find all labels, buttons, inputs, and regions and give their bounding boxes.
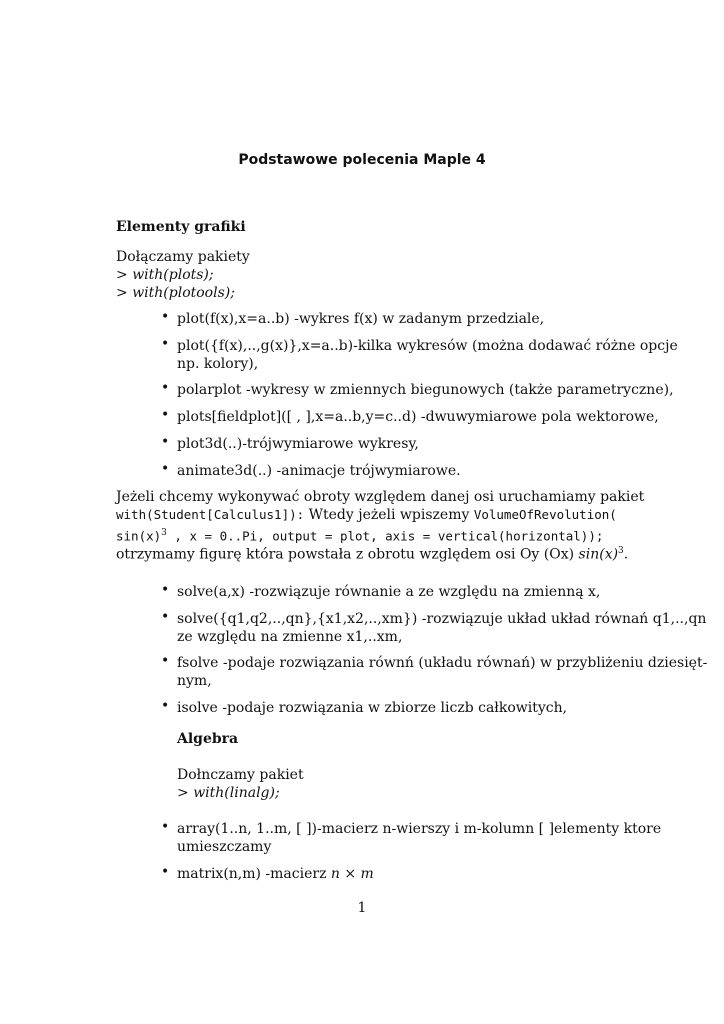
bullet-icon: • [161, 698, 170, 714]
list-item: polarplot -wykresy w zmiennych biegunowych (także parametryczne), [177, 382, 674, 398]
list-item: plots[fieldplot]([ , ],x=a..b,y=c..d) -dwuwymiarowe pola wektorowe, [177, 409, 659, 425]
list-item: animate3d(..) -animacje trójwymiarowe. [177, 463, 461, 479]
rotation-line-4: otrzymamy figurę która powstała z obrotu względem osi Oy (Ox) $\sin(x)^3$. [116, 546, 629, 563]
load-line-plotools: > with(plotools); [116, 285, 235, 301]
bullet-icon: • [161, 653, 170, 669]
list-item: solve({q1,q2,..,qn},{x1,x2,..,xm}) -rozwiązuje układ układ równań q1,..,qn [177, 611, 707, 627]
list-item: plot3d(..)-trójwymiarowe wykresy, [177, 436, 419, 452]
load-line-plots: > with(plots); [116, 267, 214, 283]
list-item: plot({f(x),..,g(x)},x=a..b)-kilka wykresów (można dodawać różne opcje [177, 338, 678, 354]
list-item-continuation: ze względu na zmienne x1,..xm, [177, 629, 403, 645]
bullet-icon: • [161, 461, 170, 477]
bullet-icon: • [161, 864, 170, 880]
bullet-icon: • [161, 582, 170, 598]
list-item: fsolve -podaje rozwiązania równń (układu równań) w przybliżeniu dziesięt- [177, 655, 708, 671]
bullet-icon: • [161, 609, 170, 625]
rotation-line-3: $\sin(x)^3$ , x = 0..Pi, output = plot, axis = vertical(horizontal)); [116, 528, 604, 544]
load-line-linalg: > with(linalg); [177, 785, 280, 801]
list-item: matrix(n,m) -macierz n × m [177, 866, 374, 882]
list-item-continuation: nym, [177, 673, 212, 689]
bullet-icon: • [161, 380, 170, 396]
list-item: array(1..n, 1..m, [ ])-macierz n-wierszy i m-kolumn [ ]elementy ktore [177, 821, 662, 837]
page-title: Podstawowe polecenia Maple 4 [238, 152, 486, 168]
rotation-line-1: Jeżeli chcemy wykonywać obroty względem danej osi uruchamiamy pakiet [116, 489, 645, 505]
section-heading-algebra: Algebra [177, 731, 239, 747]
list-item: plot(f(x),x=a..b) -wykres f(x) w zadanym przedziale, [177, 311, 545, 327]
bullet-icon: • [161, 819, 170, 835]
bullet-icon: • [161, 434, 170, 450]
list-item-continuation: umieszczamy [177, 839, 272, 855]
section-heading-graphics: Elementy grafiki [116, 219, 246, 235]
bullet-icon: • [161, 309, 170, 325]
list-item-continuation: np. kolory), [177, 356, 259, 372]
bullet-icon: • [161, 407, 170, 423]
list-item: isolve -podaje rozwiązania w zbiorze liczb całkowitych, [177, 700, 568, 716]
algebra-intro: Dołnczamy pakiet [177, 767, 304, 783]
bullet-icon: • [161, 336, 170, 352]
list-item: solve(a,x) -rozwiązuje równanie a ze względu na zmienną x, [177, 584, 601, 600]
rotation-line-2: with(Student[Calculus1]): Wtedy jeżeli wpiszemy VolumeOfRevolution( [116, 507, 617, 523]
page-number: 1 [357, 900, 367, 916]
graphics-intro: Dołączamy pakiety [116, 249, 250, 265]
